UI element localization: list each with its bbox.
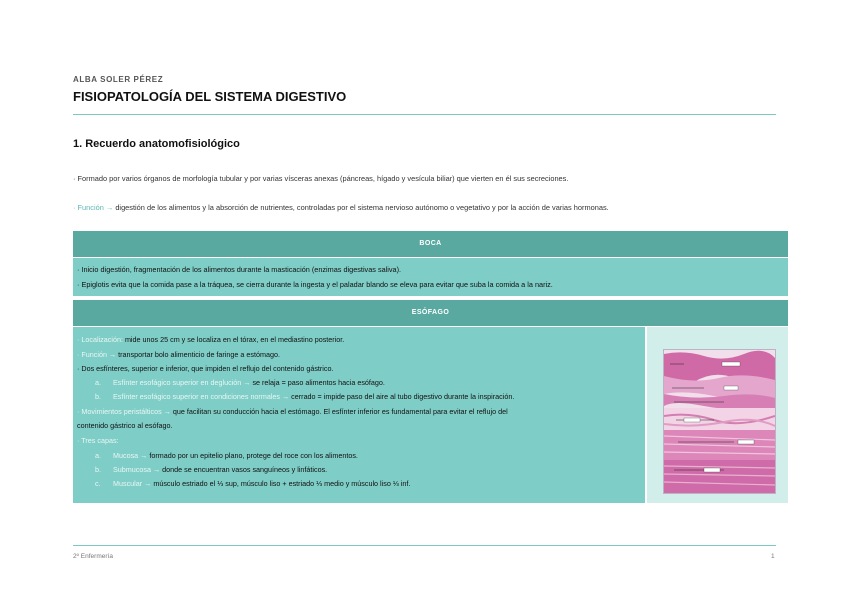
movimientos-key: · Movimientos peristálticos → — [77, 407, 171, 416]
capa-b-text: donde se encuentran vasos sanguíneos y linfáticos. — [160, 465, 328, 474]
movimientos-line-2: contenido gástrico al esófago. — [77, 421, 173, 430]
footer-course: 2º Enfermería — [73, 553, 113, 560]
esfinter-a-key: Esfínter esofágico superior en deglución → — [113, 378, 251, 387]
funcion-paragraph — [73, 203, 609, 212]
capas-key: · Tres capas: — [77, 436, 119, 445]
esfinter-b-line — [95, 392, 514, 401]
capa-a-letter: a. — [95, 451, 101, 460]
esfinteres-line: · Dos esfínteres, superior e inferior, que impiden el reflujo del contenido gástrico. — [77, 364, 334, 373]
capa-b-line — [95, 465, 327, 474]
capa-c-key: Muscular → — [113, 479, 152, 488]
boca-heading: BOCA — [73, 231, 788, 257]
funcion-esofago-line — [77, 350, 280, 359]
histology-illustration — [664, 350, 775, 493]
section-title: 1. Recuerdo anatomofisiológico — [73, 138, 240, 150]
document-title: FISIOPATOLOGÍA DEL SISTEMA DIGESTIVO — [73, 89, 347, 104]
localizacion-line — [77, 335, 344, 344]
funcion-esofago-text: transportar bolo alimenticio de faringe a estómago. — [116, 350, 280, 359]
author-name: ALBA SOLER PÉREZ — [73, 75, 164, 84]
esofago-image-panel — [647, 327, 788, 503]
esfinter-a-letter: a. — [95, 378, 101, 387]
capa-a-key: Mucosa → — [113, 451, 148, 460]
movimientos-line — [77, 407, 508, 416]
localizacion-key: · Localización: — [77, 335, 123, 344]
capa-b-key: Submucosa → — [113, 465, 161, 474]
esofago-heading: ESÓFAGO — [73, 300, 788, 326]
capa-b-letter: b. — [95, 465, 101, 474]
footer-divider — [73, 545, 776, 546]
funcion-esofago-key: · Función → — [77, 350, 117, 359]
esofago-text-panel — [73, 327, 645, 503]
page-number: 1 — [771, 553, 775, 560]
capa-c-letter: c. — [95, 479, 101, 488]
capas-line — [77, 436, 119, 445]
capa-a-line — [95, 451, 358, 460]
capa-a-text: formado por un epitelio plano, protege del roce con los alimentos. — [147, 451, 358, 460]
esfinter-b-letter: b. — [95, 392, 101, 401]
boca-line-1: · Inicio digestión, fragmentación de los alimentos durante la masticación (enzimas digestivas saliva). — [77, 265, 402, 274]
esophagus-histology-image — [663, 349, 776, 494]
esfinter-a-line — [95, 378, 385, 387]
movimientos-text: que facilitan su conducción hacia el estómago. El esfínter inferior es fundamental para evitar el reflujo del — [170, 407, 508, 416]
esfinter-b-text: cerrado = impide paso del aire al tubo digestivo durante la inspiración. — [289, 392, 515, 401]
esofago-body — [73, 327, 788, 503]
boca-body — [73, 258, 788, 296]
capa-c-text: músculo estriado el ⅓ sup, músculo liso + estriado ⅓ medio y músculo liso ⅓ inf. — [151, 479, 411, 488]
funcion-key: · Función → — [73, 203, 114, 212]
boca-line-2: · Epiglotis evita que la comida pase a la tráquea, se cierra durante la ingesta y el paladar blando se eleva para evitar que suba la comida a la nariz. — [77, 280, 553, 289]
esfinter-b-key: Esfínter esofágico superior en condiciones normales → — [113, 392, 290, 401]
capa-c-line — [95, 479, 410, 488]
funcion-text: digestión de los alimentos y la absorción de nutrientes, controladas por el sistema nervioso autónomo o vegetativo y por la acción de varias hormonas. — [113, 203, 609, 212]
localizacion-text: mide unos 25 cm y se localiza en el tórax, en el mediastino posterior. — [122, 335, 345, 344]
intro-paragraph: · Formado por varios órganos de morfología tubular y por varias vísceras anexas (páncreas, hígado y vesícula biliar) que vierten en él sus secreciones. — [73, 174, 569, 183]
esfinter-a-text: se relaja = paso alimentos hacia esófago. — [250, 378, 385, 387]
header-divider — [73, 114, 776, 115]
